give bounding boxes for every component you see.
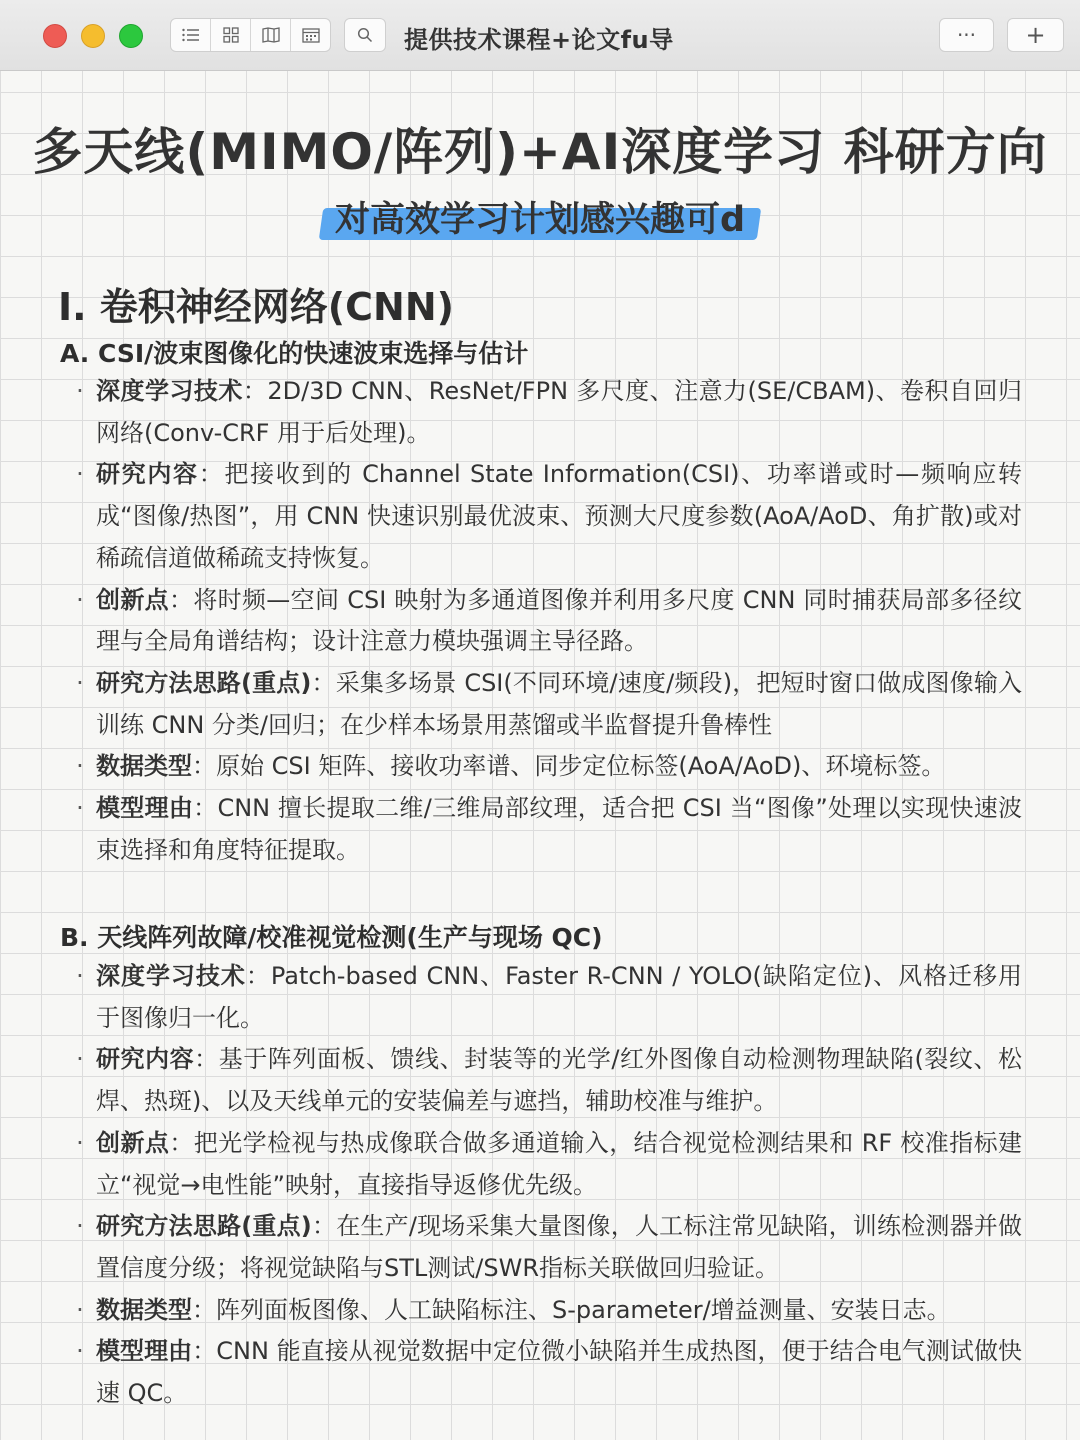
bullet-icon: · <box>76 962 84 990</box>
list-item: · 深度学习技术：Patch-based CNN、Faster R-CNN / YOLO(缺陷定位)、风格迁移用于图像归一化。 <box>72 956 1022 1039</box>
bullet-icon: · <box>76 1045 84 1074</box>
bullet-icon: · <box>76 1128 84 1157</box>
item-text: 把光学检视与热成像联合做多通道输入，结合视觉检测结果和 RF 校准指标建立“视觉→电性能”映射，直接指导返修优先级。 <box>96 1128 1023 1199</box>
list-item: · 数据类型：阵列面板图像、人工缺陷标注、S-parameter/增益测量、安装日志。 <box>72 1290 1022 1332</box>
calendar-view-button[interactable] <box>291 19 330 51</box>
grid-view-button[interactable] <box>211 19 251 51</box>
bullet-icon: · <box>76 668 84 697</box>
view-switcher <box>170 18 331 52</box>
page-title: 多天线(MIMO/阵列)+AI深度学习 科研方向 <box>32 123 1048 181</box>
bullet-icon: · <box>76 1295 84 1324</box>
item-label: 研究方法思路(重点) <box>96 1212 312 1241</box>
item-label: 深度学习技术 <box>96 377 243 405</box>
item-label: 模型理由 <box>96 794 194 823</box>
item-text: 采集多场景 CSI(不同环境/速度/频段)，把短时窗口做成图像输入训练 CNN 分类/回归；在少样本场景用蒸馏或半监督提升鲁棒性 <box>96 668 1022 739</box>
window-title: 提供技术课程+论文fu导 <box>404 26 674 54</box>
item-label: 数据类型 <box>96 1295 192 1324</box>
list-item: · 创新点：将时频—空间 CSI 映射为多通道图像并利用多尺度 CNN 同时捕获局部多径纹理与全局角谱结构；设计注意力模块强调主导径路。 <box>72 580 1022 663</box>
bullet-icon: · <box>76 794 84 823</box>
item-text: Patch-based CNN、Faster R-CNN / YOLO(缺陷定位)、风格迁移用于图像归一化。 <box>96 962 1023 1032</box>
item-text: 将时频—空间 CSI 映射为多通道图像并利用多尺度 CNN 同时捕获局部多径纹理与全局角谱结构；设计注意力模块强调主导径路。 <box>96 585 1023 656</box>
subsection-a-list <box>72 371 1022 871</box>
item-text: 把接收到的 Channel State Information(CSI)、功率谱或时—频响应转成“图像/热图”，用 CNN 快速识别最优波束、预测大尺度参数(AoA/AoD、角扩散)或对稀疏信道做稀疏支持恢复。 <box>96 460 1023 572</box>
item-label: 创新点 <box>96 1128 170 1157</box>
grid-icon <box>223 27 239 43</box>
item-label: 数据类型 <box>96 752 192 781</box>
item-text: 原始 CSI 矩阵、接收功率谱、同步定位标签(AoA/AoD)、环境标签。 <box>216 752 946 781</box>
minimize-window-button[interactable] <box>81 24 105 48</box>
item-text: 基于阵列面板、馈线、封装等的光学/红外图像自动检测物理缺陷(裂纹、松焊、热斑)、以及天线单元的安装偏差与遮挡，辅助校准与维护。 <box>96 1045 1023 1116</box>
list-item: · 研究方法思路(重点)：在生产/现场采集大量图像，人工标注常见缺陷，训练检测器并做置信度分级；将视觉缺陷与STL测试/SWR指标关联做回归验证。 <box>72 1206 1022 1289</box>
item-text: 阵列面板图像、人工缺陷标注、S-parameter/增益测量、安装日志。 <box>216 1295 951 1324</box>
item-label: 研究内容 <box>96 460 199 489</box>
close-window-button[interactable] <box>43 24 67 48</box>
list-item: · 深度学习技术：2D/3D CNN、ResNet/FPN 多尺度、注意力(SE/CBAM)、卷积自回归网络(Conv-CRF 用于后处理)。 <box>72 371 1022 454</box>
bullet-icon: · <box>76 377 84 405</box>
subsection-a-heading: A. CSI/波束图像化的快速波束选择与估计 <box>60 339 529 368</box>
list-view-button[interactable] <box>171 19 211 51</box>
search-icon <box>357 27 373 43</box>
bullet-icon: · <box>76 1337 84 1366</box>
item-text: 2D/3D CNN、ResNet/FPN 多尺度、注意力(SE/CBAM)、卷积自回归网络(Conv-CRF 用于后处理)。 <box>96 377 1022 447</box>
zoom-window-button[interactable] <box>119 24 143 48</box>
item-label: 创新点 <box>96 585 169 614</box>
list-item: · 模型理由：CNN 擅长提取二维/三维局部纹理，适合把 CSI 当“图像”处理以实现快速波束选择和角度特征提取。 <box>72 788 1022 871</box>
search-button[interactable] <box>344 18 386 52</box>
list-item: · 研究内容：基于阵列面板、馈线、封装等的光学/红外图像自动检测物理缺陷(裂纹、松焊、热斑)、以及天线单元的安装偏差与遮挡，辅助校准与维护。 <box>72 1039 1022 1122</box>
add-button[interactable]: + <box>1007 18 1064 52</box>
section-title: I. 卷积神经网络(CNN) <box>58 285 455 329</box>
book-icon <box>262 27 280 43</box>
item-text: 在生产/现场采集大量图像，人工标注常见缺陷，训练检测器并做置信度分级；将视觉缺陷与STL测试/SWR指标关联做回归验证。 <box>96 1212 1023 1282</box>
list-item: · 模型理由：CNN 能直接从视觉数据中定位微小缺陷并生成热图，便于结合电气测试做快速 QC。 <box>72 1331 1022 1414</box>
list-item: · 数据类型：原始 CSI 矩阵、接收功率谱、同步定位标签(AoA/AoD)、环境标签。 <box>72 746 1022 788</box>
window-titlebar <box>0 0 1080 71</box>
list-item: · 研究内容：把接收到的 Channel State Information(CSI)、功率谱或时—频响应转成“图像/热图”，用 CNN 快速识别最优波束、预测大尺度参数(AoA/AoD、角扩散)或对稀疏信道做稀疏支持恢复。 <box>72 454 1022 579</box>
list-icon <box>182 28 200 42</box>
subsection-b-heading: B. 天线阵列故障/校准视觉检测(生产与现场 QC) <box>60 923 603 952</box>
calendar-icon <box>302 27 320 43</box>
list-item: · 创新点：把光学检视与热成像联合做多通道输入，结合视觉检测结果和 RF 校准指标建立“视觉→电性能”映射，直接指导返修优先级。 <box>72 1123 1022 1206</box>
bullet-icon: · <box>76 585 84 614</box>
more-options-button[interactable]: ··· <box>939 18 994 52</box>
subsection-b-list <box>72 956 1022 1415</box>
item-label: 模型理由 <box>96 1337 193 1366</box>
bullet-icon: · <box>76 460 84 489</box>
item-label: 研究方法思路(重点) <box>96 668 312 697</box>
item-label: 研究内容 <box>96 1045 195 1074</box>
book-view-button[interactable] <box>251 19 291 51</box>
highlighted-subtitle: 对高效学习计划感兴趣可d <box>325 190 755 242</box>
item-label: 深度学习技术 <box>96 962 246 990</box>
bullet-icon: · <box>76 752 84 781</box>
list-item: · 研究方法思路(重点)：采集多场景 CSI(不同环境/速度/频段)，把短时窗口做成图像输入训练 CNN 分类/回归；在少样本场景用蒸馏或半监督提升鲁棒性 <box>72 663 1022 746</box>
bullet-icon: · <box>76 1212 84 1241</box>
subtitle-row <box>0 190 1080 242</box>
item-text: CNN 能直接从视觉数据中定位微小缺陷并生成热图，便于结合电气测试做快速 QC。 <box>96 1337 1023 1408</box>
item-text: CNN 擅长提取二维/三维局部纹理，适合把 CSI 当“图像”处理以实现快速波束选择和角度特征提取。 <box>96 794 1023 864</box>
